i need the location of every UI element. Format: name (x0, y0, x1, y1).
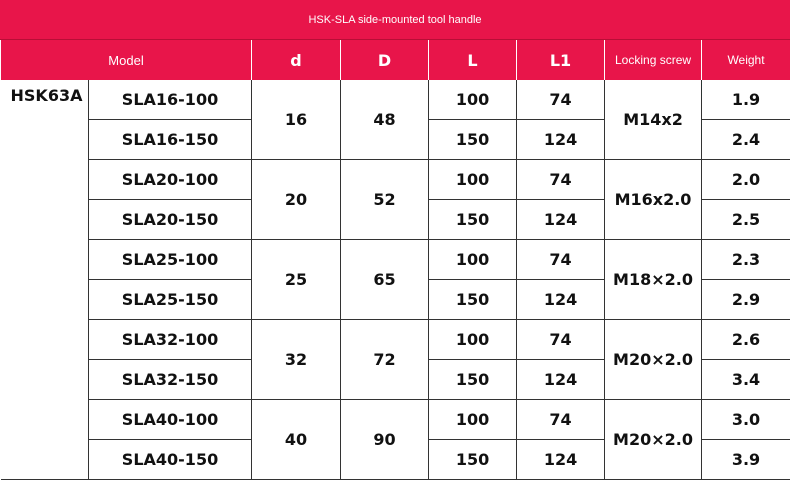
table-row (1, 80, 790, 120)
D-cell: 65 (341, 240, 429, 320)
L-cell: 100 (429, 400, 517, 440)
L-cell: 150 (429, 200, 517, 240)
L-cell: 100 (429, 320, 517, 360)
table-row (1, 240, 790, 280)
locking-screw-cell: M18×2.0 (605, 240, 702, 320)
locking-screw-cell: M14x2 (605, 80, 702, 160)
d-cell: 16 (252, 80, 341, 160)
L1-cell: 124 (517, 360, 605, 400)
L-cell: 100 (429, 80, 517, 120)
model-cell: SLA25-150 (89, 280, 252, 320)
model-cell: SLA25-100 (89, 240, 252, 280)
L-cell: 150 (429, 120, 517, 160)
model-cell: SLA20-100 (89, 160, 252, 200)
header-row (1, 40, 790, 80)
L-cell: 150 (429, 440, 517, 480)
table-title: HSK-SLA side-mounted tool handle (0, 0, 790, 40)
L1-cell: 124 (517, 440, 605, 480)
weight-cell: 1.9 (702, 80, 790, 120)
locking-screw-cell: M16x2.0 (605, 160, 702, 240)
L1-cell: 124 (517, 280, 605, 320)
header-D: D (341, 40, 429, 80)
locking-screw-cell: M20×2.0 (605, 320, 702, 400)
L1-cell: 74 (517, 320, 605, 360)
header-L1: L1 (517, 40, 605, 80)
header-weight: Weight (702, 40, 790, 80)
L1-cell: 124 (517, 200, 605, 240)
L-cell: 100 (429, 240, 517, 280)
weight-cell: 3.4 (702, 360, 790, 400)
series-cell: HSK63A (1, 80, 89, 480)
model-cell: SLA32-100 (89, 320, 252, 360)
weight-cell: 2.0 (702, 160, 790, 200)
header-d: d (252, 40, 341, 80)
weight-cell: 2.4 (702, 120, 790, 160)
table-row (1, 160, 790, 200)
L1-cell: 74 (517, 80, 605, 120)
weight-cell: 2.6 (702, 320, 790, 360)
model-cell: SLA16-150 (89, 120, 252, 160)
D-cell: 72 (341, 320, 429, 400)
L1-cell: 124 (517, 120, 605, 160)
locking-screw-cell: M20×2.0 (605, 400, 702, 480)
weight-cell: 3.0 (702, 400, 790, 440)
table-row (1, 320, 790, 360)
d-cell: 32 (252, 320, 341, 400)
d-cell: 20 (252, 160, 341, 240)
L1-cell: 74 (517, 160, 605, 200)
model-cell: SLA20-150 (89, 200, 252, 240)
weight-cell: 2.3 (702, 240, 790, 280)
weight-cell: 2.9 (702, 280, 790, 320)
L1-cell: 74 (517, 240, 605, 280)
table-row (1, 400, 790, 440)
model-cell: SLA40-150 (89, 440, 252, 480)
D-cell: 52 (341, 160, 429, 240)
model-cell: SLA32-150 (89, 360, 252, 400)
weight-cell: 2.5 (702, 200, 790, 240)
D-cell: 90 (341, 400, 429, 480)
weight-cell: 3.9 (702, 440, 790, 480)
d-cell: 40 (252, 400, 341, 480)
header-L: L (429, 40, 517, 80)
header-model: Model (1, 40, 252, 80)
L-cell: 150 (429, 280, 517, 320)
model-cell: SLA40-100 (89, 400, 252, 440)
L-cell: 150 (429, 360, 517, 400)
D-cell: 48 (341, 80, 429, 160)
model-cell: SLA16-100 (89, 80, 252, 120)
d-cell: 25 (252, 240, 341, 320)
spec-table (0, 40, 790, 480)
header-locking-screw: Locking screw (605, 40, 702, 80)
L1-cell: 74 (517, 400, 605, 440)
L-cell: 100 (429, 160, 517, 200)
